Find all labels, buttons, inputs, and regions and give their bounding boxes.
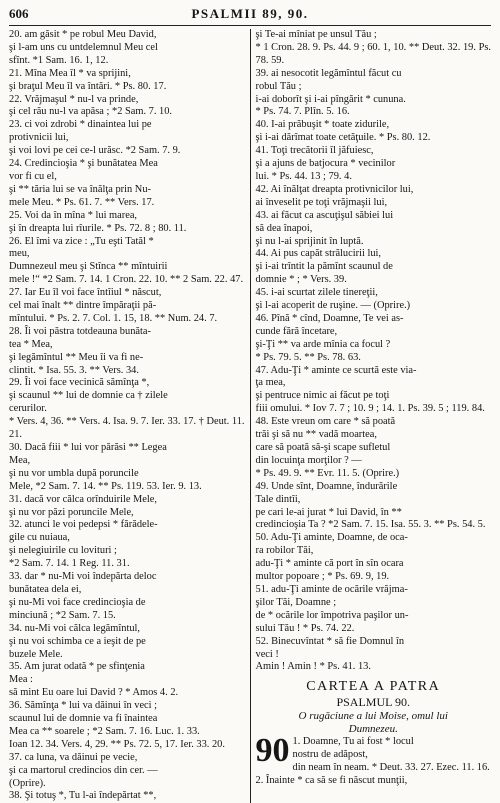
right-column-verses (256, 29, 492, 674)
verse-line: din locuinţa morţilor ? — (255, 454, 362, 466)
verse-line: 36. Sămînţa * lui va dăinui în veci ; (9, 700, 158, 712)
verse-line: i-ai doborît şi i-ai pîngărit * cununa. (255, 93, 406, 105)
verse-line: 29. Îi voi face vecinică sămînţa *, (9, 377, 150, 389)
verse-line: 27. Iar Eu îl voi face întîiul * născut, (9, 287, 162, 299)
verse-line: * Ps. 74. 7. Plîn. 5. 16. (255, 106, 350, 118)
verse-line: 32. atunci le voi pedepsi * fărădele- (9, 519, 158, 531)
verse-line: 37. ca luna, va dăinui pe vecie, (9, 751, 138, 763)
verse-line: meu, (9, 248, 30, 260)
verse-line: *2 Sam. 7. 14. 1 Reg. 11. 31. (9, 558, 130, 570)
verse-line: minciună ; *2 Sam. 7. 15. (9, 609, 116, 621)
chapter-heading: CARTEA A PATRA (306, 679, 441, 695)
verse-line: şi Te-ai mîniat pe unsul Tău ; (255, 29, 377, 40)
verse-line: 44. Ai pus capăt strălucirii lui, (255, 248, 382, 260)
verse-line: 45. i-ai scurtat zilele tinereţii, (255, 287, 378, 299)
verse-line: Mele, *2 Sam. 7. 14. ** Ps. 119. 53. Ier. 9. 13. (9, 480, 202, 492)
verse-line: 34. nu-Mi voi călca legămîntul, (9, 622, 141, 634)
verse-line: scaunul lui de domnie va fi înaintea (9, 713, 158, 725)
verse-line: 21. Mîna Mea îl * va sprijini, (9, 67, 131, 79)
verse-line: cerurilor. (9, 403, 47, 415)
verse-line: 2. Înainte * ca să se fi născut munţii, (255, 775, 408, 787)
verse-line: fiii omului. * Iov 7. 7 ; 10. 9 ; 14. 1. Ps. 39. 5 ; 119. 84. (255, 403, 485, 415)
verse-line: şi l-am uns cu untdelemnul Meu cel (9, 41, 158, 53)
superscription-line: O rugăciune a lui Moise, omul lui (298, 710, 448, 723)
verse-line: şi voi lovi pe cei ce-l urăsc. *2 Sam. 7. 9. (9, 145, 181, 157)
verse-line: robul Tău ; (255, 80, 302, 92)
verse-line: nostru de adăpost, (292, 749, 368, 761)
verse-line: multor popoare ; * Ps. 69. 9, 19. (255, 571, 390, 583)
verse-line: 23. ci voi zdrobi * dinaintea lui pe (9, 119, 152, 131)
verse-line: care să poată să-şi scape sufletul (255, 442, 391, 453)
verse-line: vor fi cu el, (9, 170, 57, 182)
verse-line: * 1 Cron. 28. 9. Ps. 44. 9 ; 60. 1, 10. ** Deut. 32. 19. Ps. 78. 59. (255, 41, 491, 66)
verse-line: pe cari le-ai jurat * lui David, în ** (255, 506, 402, 518)
verse-line: Dumnezeul meu şi Stînca ** mîntuirii (9, 261, 168, 273)
page-number: 606 (9, 6, 29, 21)
verse-line: * Ps. 49. 9. ** Evr. 11. 5. (Oprire.) (255, 467, 400, 479)
verse-line: şi nu-Mi voi face credincioşia de (9, 596, 146, 608)
verse-line: şilor Tăi, Doamne ; (255, 596, 337, 608)
right-column (251, 29, 492, 803)
verse-line: 26. El îmi va zice : „Tu eşti Tatăl * (9, 235, 154, 247)
verse-line: să dea înapoi, (255, 222, 313, 234)
verse-line: clintit. * Isa. 55. 3. ** Vers. 34. (9, 364, 139, 376)
verse-line: 49. Unde sînt, Doamne, îndurările (255, 480, 398, 492)
verse-line: şi scaunul ** lui de domnie ca † zilele (9, 390, 168, 402)
verse-line: ai înveselit pe toţi vrăjmaşii lui, (255, 196, 388, 208)
verse-line: 31. dacă vor călca orînduirile Mele, (9, 493, 158, 505)
verse-line: sului Tău ! * Ps. 74. 22. (255, 622, 355, 634)
verse-line: tea * Mea, (9, 338, 53, 350)
verse-line: 43. ai făcut ca ascuţişul săbiei lui (255, 209, 394, 221)
verse-line: cel mai înalt ** dintre împăraţii pă- (9, 300, 157, 312)
verse-line: 39. ai nesocotit legămîntul făcut cu (255, 67, 402, 79)
verse-line: credincioşia Ta ? *2 Sam. 7. 15. Isa. 55. 3. ** Ps. 54. 5. (255, 519, 486, 531)
chapter-dropcap: 90 (255, 732, 290, 770)
verse-line: Mea ca ** soarele ; *2 Sam. 7. 16. Luc. 1. 33. (9, 725, 200, 737)
verse-line: trăi şi să nu ** vadă moartea, (255, 429, 377, 441)
verse-line: Mea, (9, 454, 31, 466)
verse-line: 22. Vrăjmaşul * nu-l va prinde, (9, 93, 139, 105)
verse-line: 38. Şi totuş *, Tu l-ai îndepărtat **, (9, 790, 157, 802)
verse-line: ra robilor Tăi, (255, 545, 314, 557)
running-head (9, 5, 491, 26)
verse-line: şi pentruce nimic ai făcut pe toţi (255, 390, 390, 402)
psalm-superscription (256, 710, 492, 735)
text-columns (9, 29, 491, 803)
verse-line: domnie * ; * Vers. 39. (255, 274, 347, 286)
verse-line: şi nu voi schimba ce a ieşit de pe (9, 635, 146, 647)
verse-line: Mea : (9, 674, 33, 686)
verse-line: din neam în neam. * Deut. 33. 27. Ezec. 11. 16. (292, 762, 490, 774)
verse-line: 25. Voi da în mîna * lui marea, (9, 209, 138, 221)
verse-line: 20. am găsit * pe robul Meu David, (9, 29, 157, 40)
psalm-90-opening (255, 732, 492, 788)
verse-line: şi nu vor păzi poruncile Mele, (9, 506, 134, 518)
verse-line: de * ocările lor împotriva paşilor un- (255, 609, 409, 621)
verse-line: 35. Am jurat odată * pe sfinţenia (9, 661, 145, 673)
verse-line: 28. Îi voi păstra totdeauna bunăta- (9, 325, 151, 337)
verse-line: Amin ! Amin ! * Ps. 41. 13. (255, 661, 371, 673)
verse-line: adu-Ţi * aminte că port în sîn ocara (255, 558, 404, 570)
verse-line: Tale dintîi, (255, 493, 301, 505)
verse-line: şi nu l-ai sprijinit în luptă. (255, 235, 364, 247)
verse-line: lui. * Ps. 44. 13 ; 79. 4. (255, 170, 352, 182)
verse-line: 51. adu-Ţi aminte de ocările vrăjma- (255, 583, 408, 595)
psalm-title: PSALMUL 90. (336, 695, 411, 710)
verse-line: 33. dar * nu-Mi voi îndepărta deloc (9, 571, 157, 583)
verse-line: 50. Adu-Ţi aminte, Doamne, de oca- (255, 532, 408, 544)
verse-line: bunătatea dela ei, (9, 583, 82, 595)
verse-line: şi ** tăria lui se va înălţa prin Nu- (9, 183, 151, 195)
verse-line: 41. Toţi trecătorii îl jăfuiesc, (255, 145, 374, 157)
verse-line: 42. Ai înălţat dreapta protivnicilor lui, (255, 183, 414, 195)
verse-line: şi nu vor umbla după poruncile (9, 467, 139, 479)
verse-line: şi i-ai trîntit la pămînt scaunul de (255, 261, 393, 273)
verse-line: veci ! (255, 648, 279, 660)
verse-line: buzele Mele. (9, 648, 63, 660)
verse-line: să mint Eu oare lui David ? * Amos 4. 2. (9, 687, 179, 699)
verse-line: Ioan 12. 34. Vers. 4, 29. ** Ps. 72. 5, 17. Ier. 33. 20. (9, 738, 225, 750)
verse-line: mele !“ *2 Sam. 7. 14. 1 Cron. 22. 10. ** 2 Sam. 22. 47. (9, 274, 244, 286)
verse-line: * Ps. 79. 5. ** Ps. 78. 63. (255, 351, 361, 363)
verse-line: şi i-ai dărîmat toate cetăţuile. * Ps. 80. 12. (255, 132, 431, 144)
verse-line: (Oprire). (9, 777, 46, 789)
verse-line: mele Meu. * Ps. 61. 7. ** Vers. 17. (9, 196, 155, 208)
verse-line: şi legămîntul ** Meu îi va fi ne- (9, 351, 144, 363)
verse-line: 46. Pînă * cînd, Doamne, Te vei as- (255, 312, 404, 324)
verse-line: şi a ajuns de batjocura * vecinilor (255, 158, 396, 170)
verse-line: sfînt. *1 Sam. 16. 1, 12. (9, 54, 109, 66)
verse-line: 52. Binecuvîntat * să fie Domnul în (255, 635, 405, 647)
verse-line: gile cu nuiaua, (9, 532, 70, 544)
verse-line: ţa mea, (255, 377, 286, 389)
verse-line: şi nelegiuirile cu lovituri ; (9, 545, 117, 557)
verse-line: protivnicii lui, (9, 132, 69, 144)
book-title: PSALMII 89, 90. (191, 6, 309, 21)
verse-line: şi ca martorul credincios din cer. — (9, 764, 158, 776)
verse-line: 47. Adu-Ţi * aminte ce scurtă este via- (255, 364, 417, 376)
verse-line: 48. Este vreun om care * să poată (255, 416, 396, 428)
verse-line: şi braţul Meu îl va întări. * Ps. 80. 17. (9, 80, 167, 92)
verse-line: cunde fără încetare, (255, 325, 338, 337)
verse-line: 40. I-ai prăbuşit * toate zidurile, (255, 119, 390, 131)
verse-line: şi în dreapta lui rîurile. * Ps. 72. 8 ; 80. 11. (9, 222, 187, 234)
left-column (9, 29, 250, 803)
verse-line: 24. Credincioşia * şi bunătatea Mea (9, 158, 158, 170)
verse-line: şi cel rău nu-l va apăsa ; *2 Sam. 7. 10. (9, 106, 173, 118)
verse-line: mîntului. * Ps. 2. 7. Col. 1. 15, 18. ** Num. 24. 7. (9, 312, 218, 324)
verse-line: şi-Ţi ** va arde mînia ca focul ? (255, 338, 391, 350)
verse-line: * Vers. 4, 36. ** Vers. 4. Isa. 9. 7. Ier. 33. 17. † Deut. 11. 21. (9, 416, 245, 441)
verse-line: 30. Dacă fiii * lui vor părăsi ** Legea (9, 442, 167, 453)
verse-line: şi l-ai acoperit de ruşine. — (Oprire.) (255, 300, 411, 312)
superscription-line: Dumnezeu. (348, 722, 398, 735)
verse-line: 1. Doamne, Tu ai fost * locul (292, 736, 414, 748)
